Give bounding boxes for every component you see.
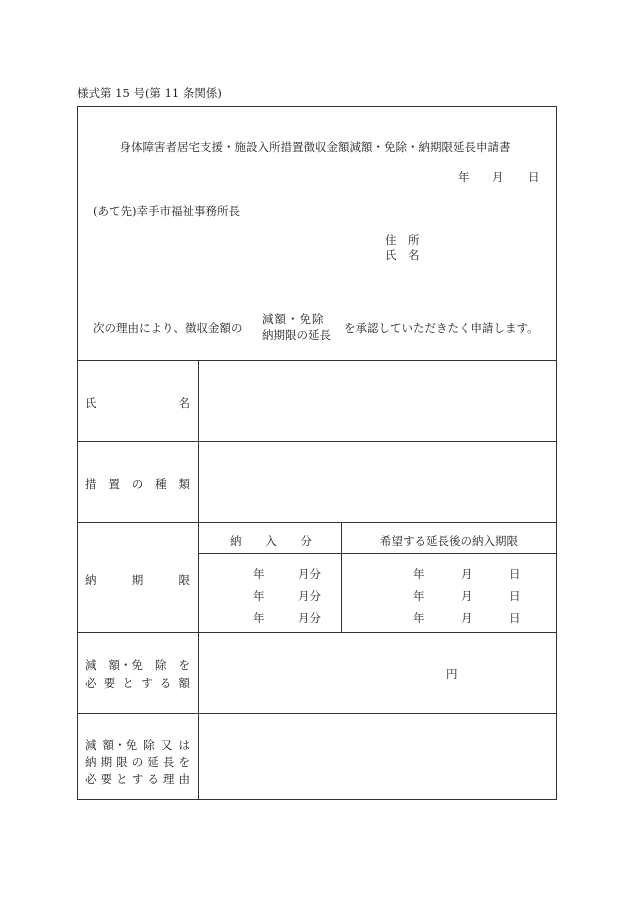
payment-row-1-month: 月分 (298, 567, 321, 581)
rule-type-bottom (77, 522, 557, 523)
payment-row-2-year: 年 (253, 589, 265, 603)
deadline-row-3-day: 日 (509, 611, 521, 625)
deadline-row-1-month: 月 (461, 567, 473, 581)
request-option-reduction: 減額・免除 (262, 312, 325, 326)
amount-unit-yen: 円 (446, 667, 458, 681)
date-day-label: 日 (528, 170, 540, 184)
desired-deadline-header: 希望する延長後の納入期限 (380, 534, 518, 548)
payment-row-3-year: 年 (253, 611, 265, 625)
amount-label-line-2: 必 要 と す る 額 (85, 676, 190, 690)
date-month-label: 月 (492, 170, 504, 184)
amount-label-line-1: 減 額・免 除 を (85, 658, 190, 672)
deadline-row-2-year: 年 (413, 589, 425, 603)
deadline-label: 納 期 限 (85, 573, 190, 587)
rule-amount-bottom (77, 713, 557, 714)
reason-label-line-1: 減 額・免 除 又 は (85, 738, 190, 752)
name-row-label: 氏 名 (85, 396, 190, 410)
deadline-row-2-month: 月 (461, 589, 473, 603)
request-option-extension: 納期限の延長 (262, 328, 331, 342)
measure-type-label: 措 置 の 種 類 (85, 477, 190, 491)
reason-label-line-3: 必 要 と す る 理 由 (85, 772, 190, 786)
applicant-name-label: 氏 名 (385, 248, 420, 262)
addressee: (あて先)幸手市福祉事務所長 (93, 204, 240, 218)
rule-deadline-bottom (77, 632, 557, 633)
request-suffix: を承認していただきたく申請します。 (344, 321, 539, 335)
rule-deadline-header-bottom (198, 553, 557, 554)
date-year-label: 年 (458, 170, 470, 184)
deadline-row-1-year: 年 (413, 567, 425, 581)
form-title: 身体障害者居宅支援・施設入所措置徴収金額減額・免除・納期限延長申請書 (119, 140, 511, 154)
request-prefix: 次の理由により、徴収金額の (93, 321, 243, 335)
deadline-row-1-day: 日 (509, 567, 521, 581)
deadline-row-3-year: 年 (413, 611, 425, 625)
payment-row-3-month: 月分 (298, 611, 321, 625)
form-number: 様式第 15 号(第 11 条関係) (77, 86, 222, 100)
payment-row-1-year: 年 (253, 567, 265, 581)
rule-label-column (198, 360, 199, 800)
applicant-address-label: 住 所 (385, 233, 420, 247)
deadline-row-3-month: 月 (461, 611, 473, 625)
payment-portion-header: 納 入 分 (230, 534, 312, 548)
payment-row-2-month: 月分 (298, 589, 321, 603)
reason-label-line-2: 納 期 限 の 延 長 を (85, 755, 190, 769)
deadline-row-2-day: 日 (509, 589, 521, 603)
rule-name-bottom (77, 441, 557, 442)
rule-header-bottom (77, 360, 557, 361)
